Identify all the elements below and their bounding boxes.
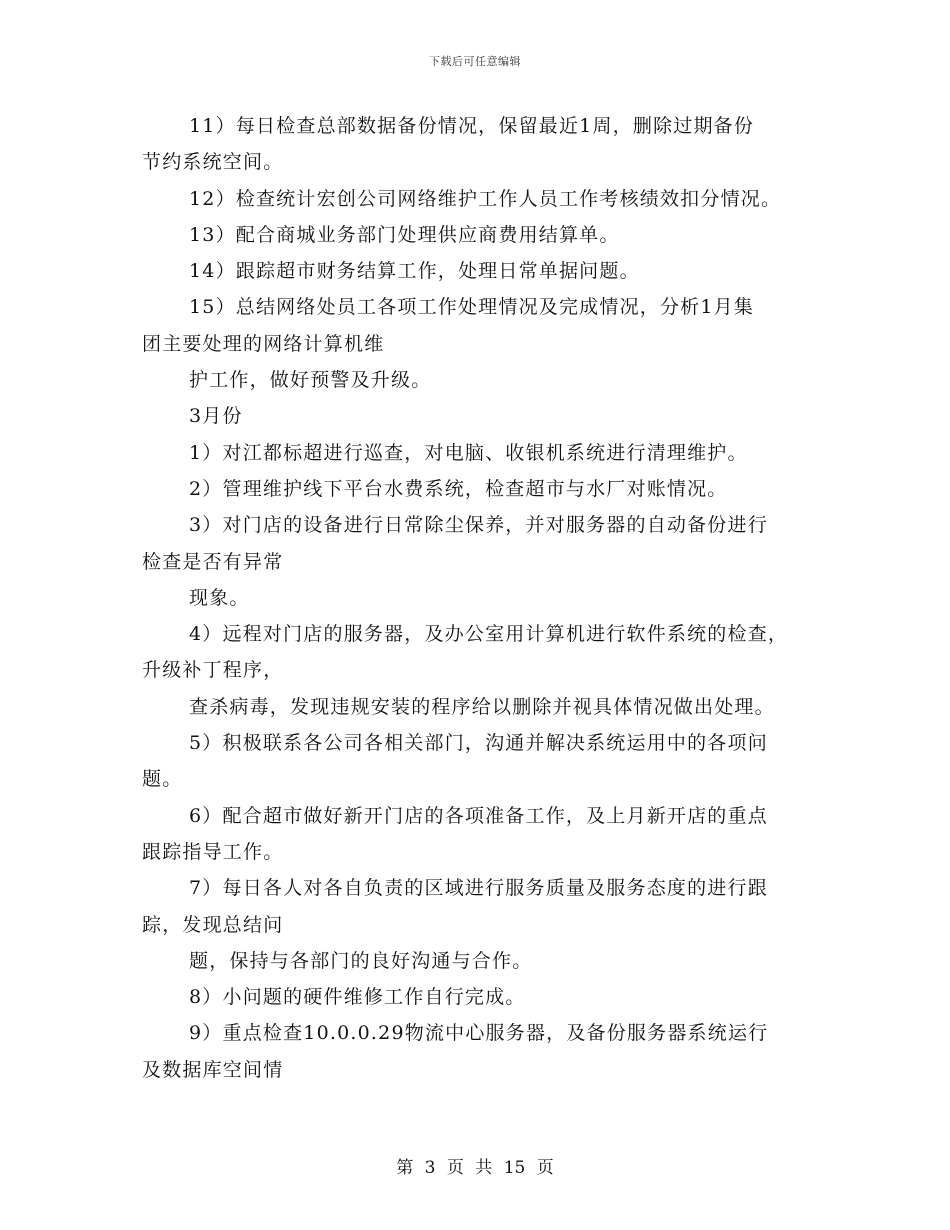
page-number: 第 3 页 共 15 页: [396, 1158, 554, 1178]
body-line: 11）每日检查总部数据备份情况，保留最近1周，删除过期备份: [189, 115, 755, 137]
body-line: 查杀病毒，发现违规安装的程序给以删除并视具体情况做出处理。: [189, 695, 775, 718]
body-line: 8）小问题的硬件维修工作自行完成。: [189, 986, 526, 1009]
document-body: [142, 108, 817, 1088]
body-line: 1）对江都标超进行巡查，对电脑、收银机系统进行清理维护。: [189, 441, 748, 464]
body-line: 及数据库空间情: [142, 1058, 284, 1081]
body-line: 现象。: [189, 586, 250, 609]
body-line: 9）重点检查10.0.0.29物流中心服务器，及备份服务器系统运行: [189, 1022, 769, 1045]
body-line: 14）跟踪超市财务结算工作，处理日常单据问题。: [189, 260, 640, 283]
body-line: 2）管理维护线下平台水费系统，检查超市与水厂对账情况。: [189, 477, 728, 500]
body-line: 节约系统空间。: [142, 151, 284, 174]
body-line: 护工作，做好预警及升级。: [189, 369, 432, 392]
body-line: 3）对门店的设备进行日常除尘保养，并对服务器的自动备份进行: [189, 514, 768, 537]
body-line: 题，保持与各部门的良好沟通与合作。: [189, 949, 533, 972]
body-line: 12）检查统计宏创公司网络维护工作人员工作考核绩效扣分情况。: [189, 187, 782, 210]
body-line: 4）远程对门店的服务器，及办公室用计算机进行软件系统的检查，: [189, 623, 789, 646]
body-line: 3月份: [189, 405, 243, 428]
body-line: 7）每日各人对各自负责的区域进行服务质量及服务态度的进行跟: [189, 877, 768, 900]
body-line: 升级补丁程序，: [142, 659, 284, 682]
page-header: 下载后可任意编辑: [429, 55, 521, 68]
body-line: 踪，发现总结问: [142, 913, 284, 936]
body-line: 题。: [142, 768, 183, 791]
body-line: 5）积极联系各公司各相关部门，沟通并解决系统运用中的各项问: [189, 732, 768, 755]
body-line: 13）配合商城业务部门处理供应商费用结算单。: [189, 223, 620, 246]
body-line: 跟踪指导工作。: [142, 840, 284, 863]
body-line: 15）总结网络处员工各项工作处理情况及完成情况，分析1月集: [189, 296, 755, 319]
body-line: 团主要处理的网络计算机维: [142, 332, 385, 355]
body-line: 6）配合超市做好新开门店的各项准备工作，及上月新开店的重点: [189, 804, 768, 827]
body-line: 检查是否有异常: [142, 550, 284, 573]
